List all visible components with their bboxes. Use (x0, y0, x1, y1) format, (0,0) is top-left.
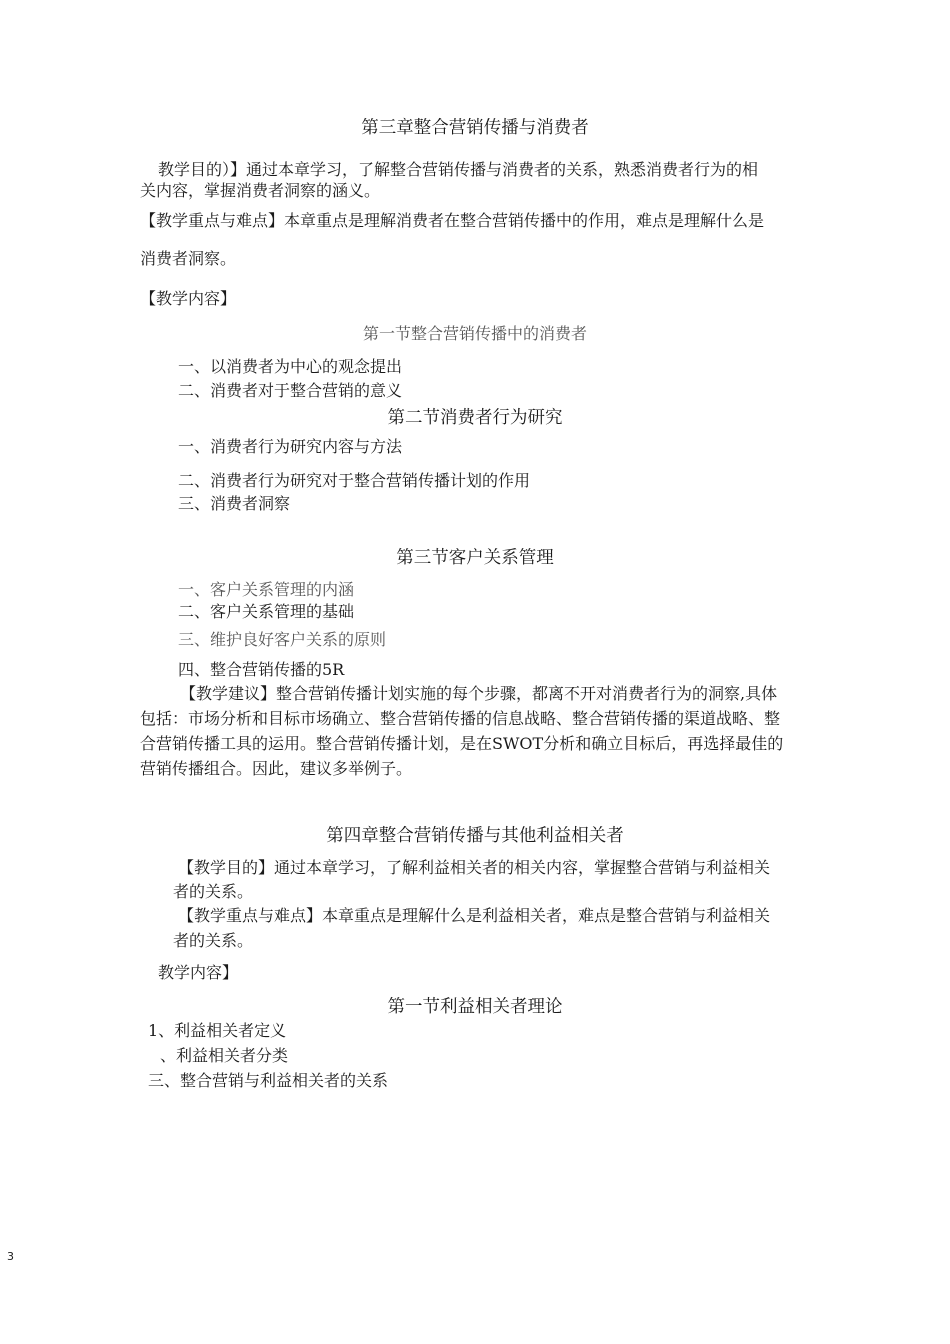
ch3-key-line-1: 【教学重点与难点】本章重点是理解消费者在整合营销传播中的作用，难点是理解什么是 (140, 211, 765, 230)
ch3-advice-line-3: 合营销传播工具的运用。整合营销传播计划，是在SWOT分析和确立目标后，再选择最佳的 (140, 734, 784, 753)
ch4-goal-line-1: 【教学目的】通过本章学习，了解利益相关者的相关内容，掌握整合营销与利益相关 (178, 858, 771, 877)
ch3-key-line-2: 消费者洞察。 (140, 249, 237, 268)
ch4-s1-item-3: 三、整合营销与利益相关者的关系 (148, 1071, 389, 1090)
chapter-3-title: 第三章整合营销传播与消费者 (361, 118, 589, 138)
ch4-key-line-2: 者的关系。 (173, 931, 254, 950)
ch3-s3-item-2: 二、客户关系管理的基础 (178, 602, 355, 621)
ch4-key-line-1: 【教学重点与难点】本章重点是理解什么是利益相关者，难点是整合营销与利益相关 (178, 906, 771, 925)
ch4-content-label: 教学内容】 (158, 963, 239, 982)
ch4-section-1-title: 第一节利益相关者理论 (387, 997, 563, 1017)
ch3-s1-item-1: 一、以消费者为中心的观念提出 (178, 357, 403, 376)
ch3-s3-item-4: 四、整合营销传播的5R (178, 660, 345, 679)
ch4-goal-line-2: 者的关系。 (173, 882, 254, 901)
ch3-section-3-title: 第三节客户关系管理 (396, 548, 554, 568)
ch3-section-1-title: 第一节整合营销传播中的消费者 (362, 324, 587, 343)
ch3-s3-item-3: 三、维护良好客户关系的原则 (178, 630, 387, 649)
ch3-goal-line-1: 教学目的）】通过本章学习，了解整合营销传播与消费者的关系，熟悉消费者行为的相 (158, 160, 759, 179)
chapter-4-title: 第四章整合营销传播与其他利益相关者 (326, 826, 624, 846)
ch4-s1-item-1: 1、利益相关者定义 (148, 1021, 287, 1040)
ch3-s2-item-1: 一、消费者行为研究内容与方法 (178, 437, 403, 456)
ch3-advice-line-4: 营销传播组合。因此，建议多举例子。 (140, 759, 413, 778)
ch3-content-label: 【教学内容】 (140, 289, 237, 308)
ch3-s3-item-1: 一、客户关系管理的内涵 (178, 580, 355, 599)
page-number: 3 (7, 1250, 14, 1263)
ch3-advice-line-1: 【教学建议】整合营销传播计划实施的每个步骤，都离不开对消费者行为的洞察,具体 (180, 684, 778, 703)
ch3-section-2-title: 第二节消费者行为研究 (387, 408, 563, 428)
ch3-s2-item-3: 三、消费者洞察 (178, 494, 291, 513)
ch3-s2-item-2: 二、消费者行为研究对于整合营销传播计划的作用 (178, 471, 531, 490)
ch3-advice-line-2: 包括：市场分析和目标市场确立、整合营销传播的信息战略、整合营销传播的渠道战略、整 (140, 709, 781, 728)
ch4-s1-item-2: 、利益相关者分类 (160, 1046, 289, 1065)
ch3-goal-line-2: 关内容，掌握消费者洞察的涵义。 (140, 181, 381, 200)
ch3-s1-item-2: 二、消费者对于整合营销的意义 (178, 381, 403, 400)
